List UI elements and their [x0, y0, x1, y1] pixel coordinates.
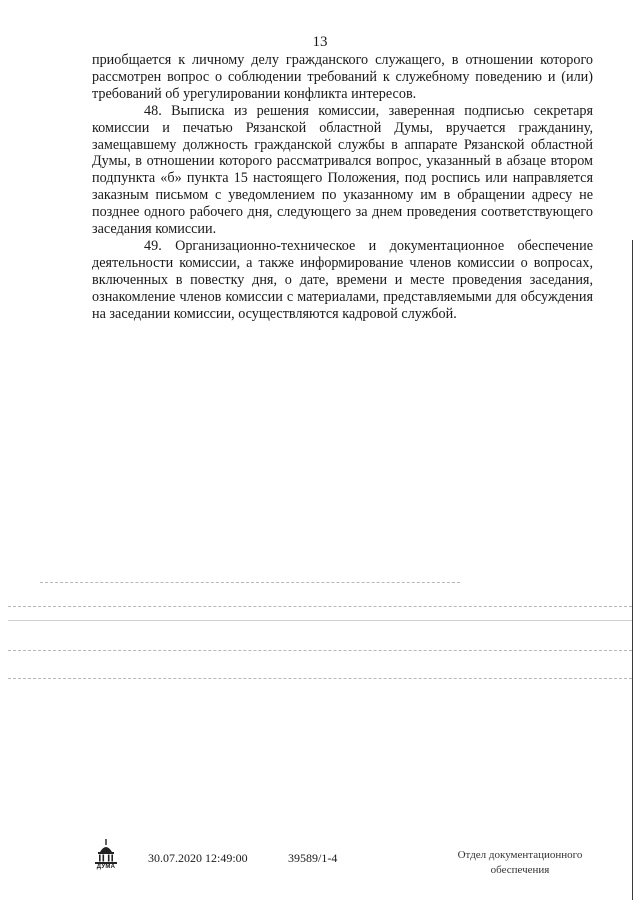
scan-artifact-line	[8, 620, 632, 621]
page-number: 13	[312, 34, 328, 50]
duma-building-icon	[92, 838, 120, 876]
department-stamp	[440, 848, 600, 878]
logo-label: ДУМА	[96, 864, 116, 870]
scan-artifact-line	[8, 606, 632, 607]
department-line-1: Отдел документационного	[457, 849, 583, 861]
paragraph-continuation: приобщается к личному делу гражданского служащего, в отношении которого рассмотрен вопрос о соблюдении требований к служебному поведению и (или) требований об урегулировании конфликта интересов.	[92, 52, 593, 102]
registration-number: 39589/1-4	[288, 851, 338, 865]
paragraph-49: 49. Организационно-техническое и документационное обеспечение деятельности комиссии, а также информирование членов комиссии о вопросах, включенных в повестку дня, о дате, времени и месте проведения заседания, ознакомление членов комиссии с материалами, представляемыми для обсуждения на заседании комиссии, осуществляются кадровой службой.	[92, 237, 593, 322]
scan-artifact-line	[8, 678, 632, 679]
registration-datetime: 30.07.2020 12:49:00	[148, 851, 248, 865]
scan-artifact-line	[40, 582, 460, 583]
scan-edge-line	[632, 240, 633, 900]
department-line-2: обеспечения	[490, 864, 550, 876]
document-body	[92, 52, 593, 323]
scan-artifact-line	[8, 650, 632, 651]
paragraph-48: 48. Выписка из решения комиссии, заверенная подписью секретаря комиссии и печатью Рязанской областной Думы, вручается гражданину, замещавшему должность гражданской службы в аппарате Рязанской областной Думы, в отношении которого рассматривался вопрос, указанный в абзаце втором подпункта «б» пункта 15 настоящего Положения, под роспись или направляется заказным письмом с уведомлением по указанному им в обращении адресу не позднее одного рабочего дня, следующего за днем проведения соответствующего заседания комиссии.	[92, 102, 593, 238]
